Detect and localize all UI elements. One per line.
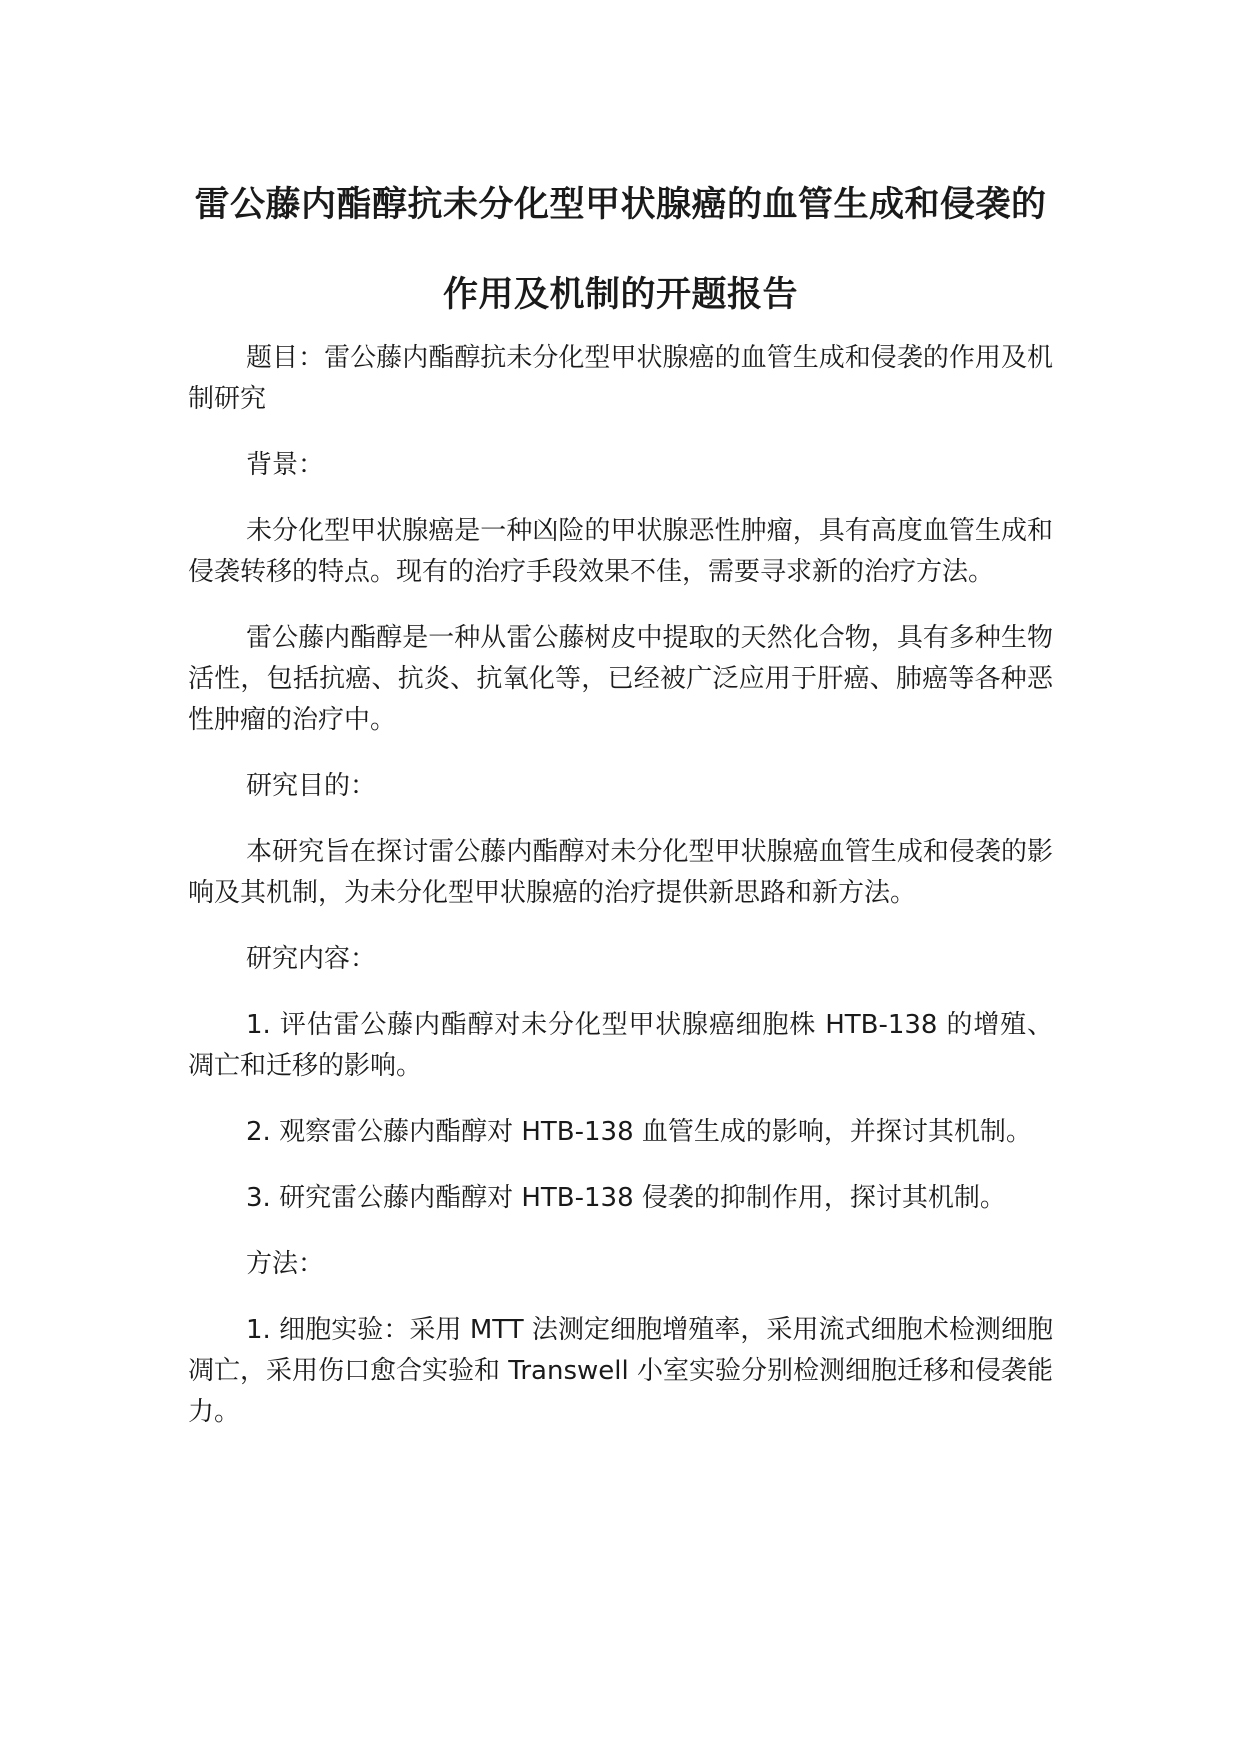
paragraph-methods-1: 1. 细胞实验：采用 MTT 法测定细胞增殖率，采用流式细胞术检测细胞凋亡，采用伤口愈合实验和 Transwell 小室实验分别检测细胞迁移和侵袭能力。 — [188, 1315, 1053, 1427]
heading-objective: 研究目的： — [246, 771, 377, 801]
paragraph-background-2: 雷公藤内酯醇是一种从雷公藤树皮中提取的天然化合物，具有多种生物活性，包括抗癌、抗炎、抗氧化等，已经被广泛应用于肝癌、肺癌等各种恶性肿瘤的治疗中。 — [188, 623, 1053, 735]
document-title: 雷公藤内酯醇抗未分化型甲状腺癌的血管生成和侵袭的作用及机制的开题报告 — [194, 185, 1047, 315]
paragraph-objective: 本研究旨在探讨雷公藤内酯醇对未分化型甲状腺癌血管生成和侵袭的影响及其机制，为未分化型甲状腺癌的治疗提供新思路和新方法。 — [188, 837, 1053, 908]
paragraph-background-1: 未分化型甲状腺癌是一种凶险的甲状腺恶性肿瘤，具有高度血管生成和侵袭转移的特点。现有的治疗手段效果不佳，需要寻求新的治疗方法。 — [188, 516, 1053, 587]
paragraph-topic: 题目：雷公藤内酯醇抗未分化型甲状腺癌的血管生成和侵袭的作用及机制研究 — [188, 343, 1053, 414]
paragraph-content-1: 1. 评估雷公藤内酯醇对未分化型甲状腺癌细胞株 HTB-138 的增殖、凋亡和迁移的影响。 — [188, 1010, 1053, 1081]
paragraph-content-2: 2. 观察雷公藤内酯醇对 HTB-138 血管生成的影响，并探讨其机制。 — [246, 1117, 1032, 1147]
document-body — [188, 338, 1053, 1458]
heading-content: 研究内容： — [246, 944, 377, 974]
heading-methods: 方法： — [246, 1249, 325, 1279]
paragraph-content-3: 3. 研究雷公藤内酯醇对 HTB-138 侵袭的抑制作用，探讨其机制。 — [246, 1183, 1006, 1213]
heading-background: 背景： — [246, 450, 325, 480]
